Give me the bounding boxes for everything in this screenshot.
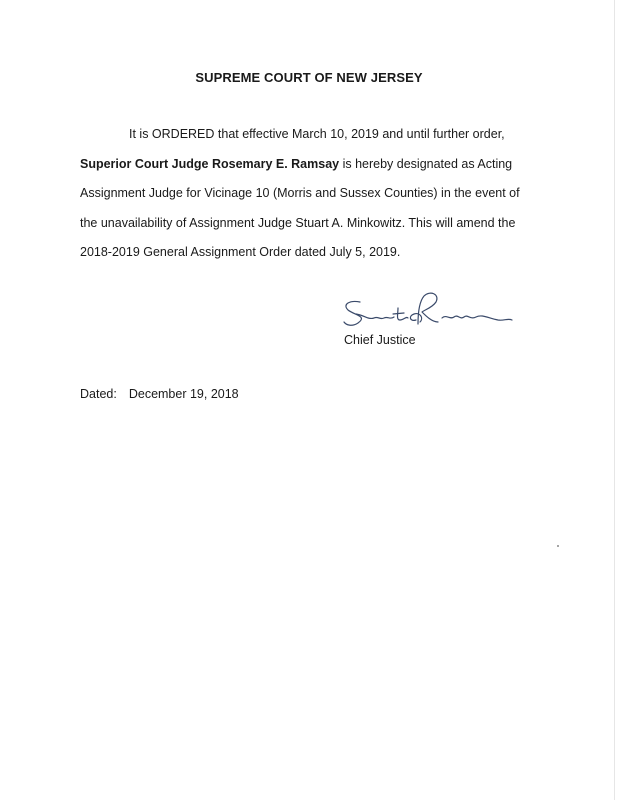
chief-justice-title: Chief Justice [344,333,416,347]
order-line-2-rest: is hereby designated as Acting [339,156,513,171]
court-heading: SUPREME COURT OF NEW JERSEY [195,70,423,85]
order-line-1: It is ORDERED that effective March 10, 2019 and until further order, [129,127,505,141]
order-line-2 [80,150,550,180]
dated-date: December 19, 2018 [128,387,239,401]
designated-judge-name: Superior Court Judge Rosemary E. Ramsay [80,156,340,171]
order-line-4: the unavailability of Assignment Judge Stuart A. Minkowitz. This will amend the [80,215,516,230]
scan-speck [557,545,559,547]
order-line-3: Assignment Judge for Vicinage 10 (Morris and Sussex Counties) in the event of [80,186,520,200]
dated-label: Dated: [80,387,117,401]
order-line-5: 2018-2019 General Assignment Order dated July 5, 2019. [80,245,401,259]
page-edge-line [614,0,615,800]
dated-line [80,387,239,401]
order-paragraph [80,120,550,268]
